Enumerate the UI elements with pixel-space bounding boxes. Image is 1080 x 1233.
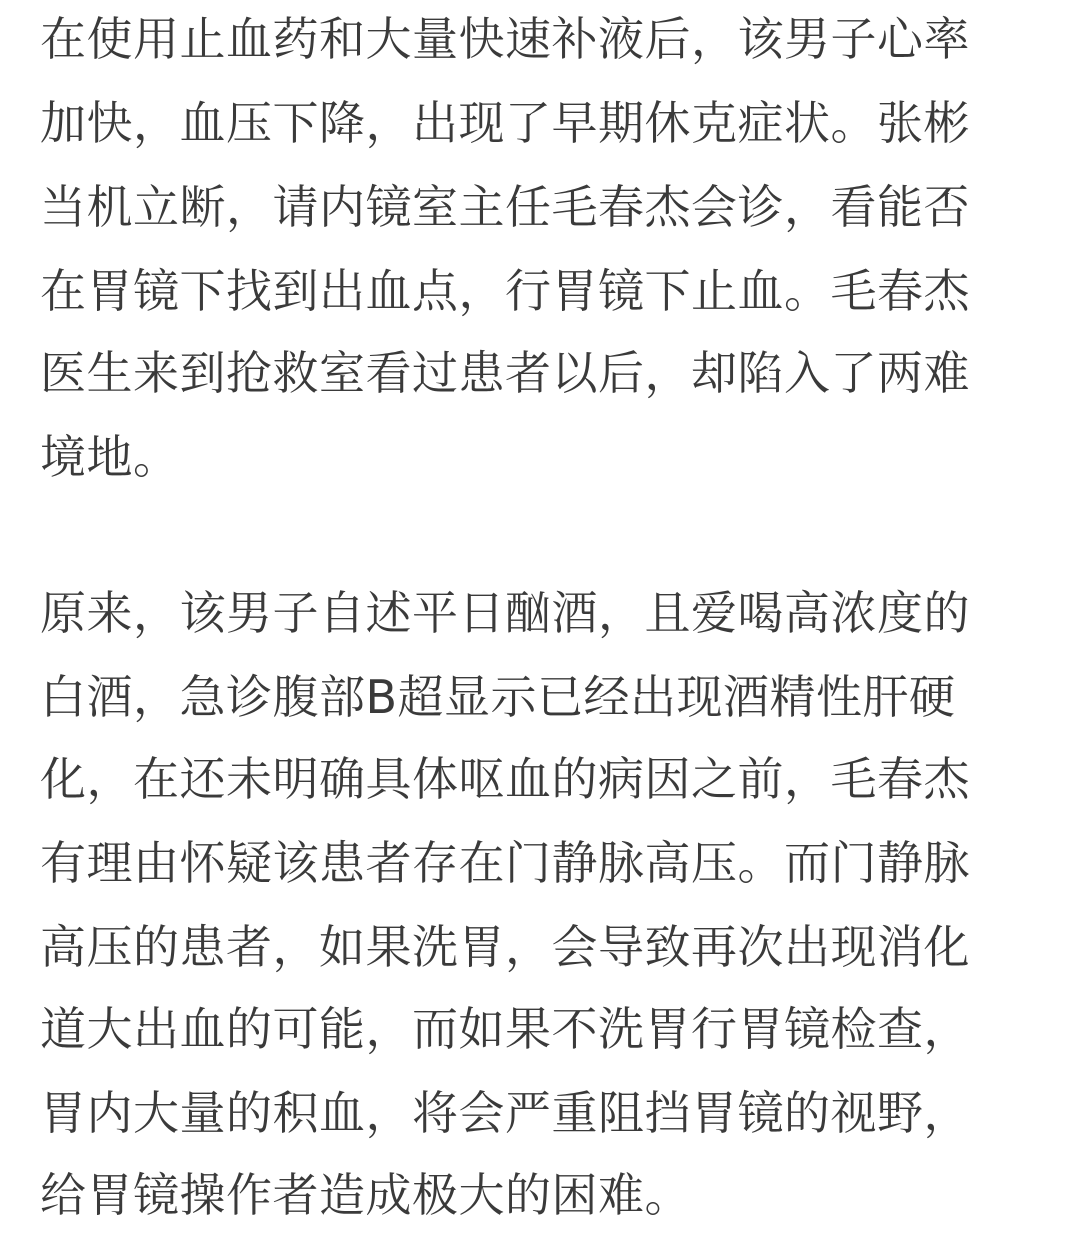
text-line: 胃内大量的积血，将会严重阻挡胃镜的视野， (40, 1086, 970, 1140)
text-line: 道大出血的可能，而如果不洗胃行胃镜检查， (40, 1002, 970, 1056)
text-line: 给胃镜操作者造成极大的困难。 (40, 1168, 691, 1222)
text-line: 在胃镜下找到出血点，行胃镜下止血。毛春杰 (40, 264, 970, 318)
text-line: 加快，血压下降，出现了早期休克症状。张彬 (40, 96, 970, 150)
text-line: 有理由怀疑该患者存在门静脉高压。而门静脉 (40, 836, 970, 890)
text-line: 化，在还未明确具体呕血的病因之前，毛春杰 (40, 752, 970, 806)
text-line: 当机立断，请内镜室主任毛春杰会诊，看能否 (40, 180, 970, 234)
text-line: 医生来到抢救室看过患者以后，却陷入了两难 (40, 346, 970, 400)
text-line: 原来，该男子自述平日酗酒，且爱喝高浓度的 (40, 586, 970, 640)
text-line: 在使用止血药和大量快速补液后，该男子心率 (40, 12, 970, 66)
text-line: 高压的患者，如果洗胃，会导致再次出现消化 (40, 920, 970, 974)
text-line: 白酒，急诊腹部B超显示已经出现酒精性肝硬 (40, 670, 956, 724)
text-line: 境地。 (40, 430, 180, 484)
